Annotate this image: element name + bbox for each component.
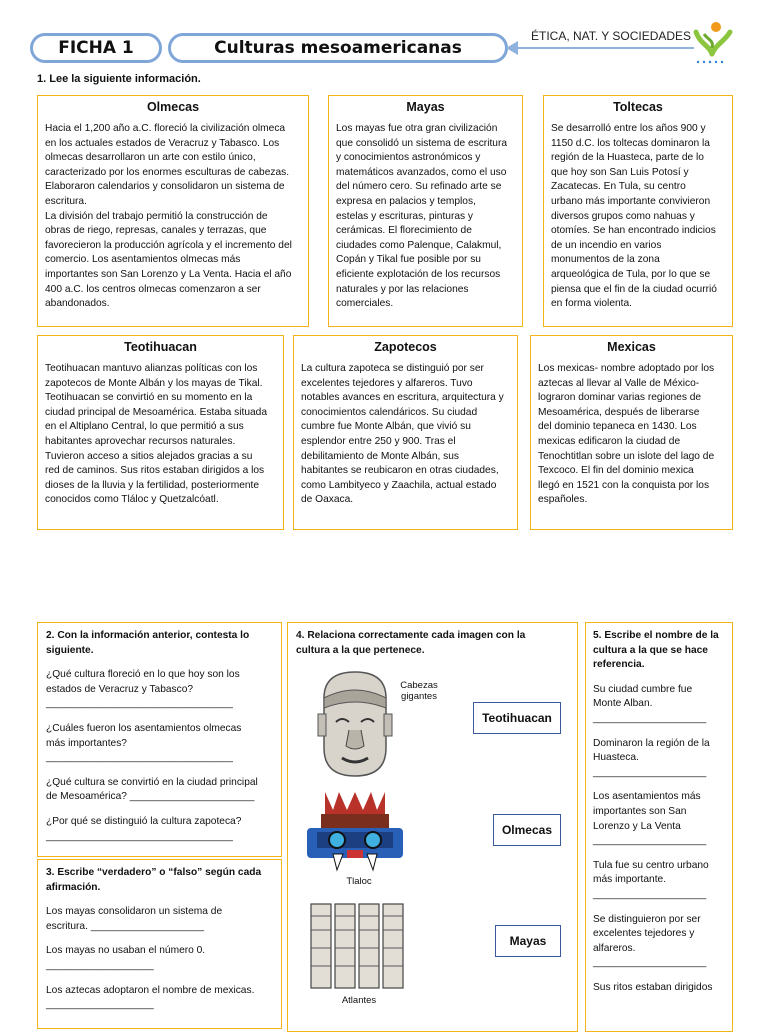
instruction: 1. Lee la siguiente información. [37, 73, 201, 85]
question-3-title: 3. Escribe “verdadero” o “falso” según cada afirmación. [46, 867, 262, 893]
subject-label: ÉTICA, NAT. Y SOCIEDADES [531, 29, 692, 43]
mexicas-text: Los mexicas- nombre adoptado por los aztecas al llevar al Valle de México- lograron dominar varias regiones de Mesoamérica, después de liberarse del dominio tepaneca en 1430. Los mexicas edificaron la ciudad de Tenochtitlan sobre un islote del lago de Texcoco. El fin del dominio mexica llegó en 1521 con la conquista por los españoles. [538, 363, 715, 506]
caption-tlaloc: Tlaloc [346, 876, 372, 887]
question-2-item[interactable]: ¿Por qué se distinguió la cultura zapoteca? _________________________________ [46, 815, 242, 842]
mayas-box [328, 95, 523, 327]
match-label-olmecas[interactable]: Olmecas [493, 814, 561, 846]
question-5-item[interactable]: Su ciudad cumbre fue Monte Alban. ____________________ [593, 683, 707, 724]
question-2-item[interactable]: ¿Cuáles fueron los asentamientos olmecas más importantes? _________________________________ [46, 722, 242, 764]
question-3-item[interactable]: Los mayas consolidaron un sistema de escritura. ____________________ [46, 906, 223, 932]
zapotecos-title: Zapotecos [374, 340, 437, 354]
question-2-box [37, 622, 282, 857]
question-2-item[interactable]: ¿Qué cultura se convirtió en la ciudad principal de Mesoamérica? ______________________ [46, 776, 258, 803]
teotihuacan-title: Teotihuacan [124, 340, 197, 354]
caption-atlantes: Atlantes [341, 995, 377, 1006]
arrow-left-icon [506, 41, 518, 55]
match-label-teotihuacan[interactable]: Teotihuacan [473, 702, 561, 734]
mexicas-title: Mexicas [607, 340, 656, 354]
question-5-title: 5. Escribe el nombre de la cultura a la que se hace referencia. [593, 630, 719, 671]
question-5-item[interactable]: Los asentamientos más importantes son San Lorenzo y La Venta ____________________ [593, 791, 707, 847]
question-3-box [37, 859, 282, 1029]
toltecas-text: Se desarrolló entre los años 900 y 1150 d.C. los toltecas dominaron la región de la Huasteca, parte de lo que hoy son San Luis Potosí y Zacatecas. En Tula, su centro urbano más importante convivieron diversos grupos como nahuas y otomíes. Se han encontrado indicios de un incendio en varios monumentos de la zona arqueológica de Tula, por lo que se piensa que el fin de la ciudad ocurrió en forma violenta. [551, 123, 717, 310]
mayas-title: Mayas [406, 100, 445, 114]
page-title: Culturas mesoamericanas [168, 33, 508, 63]
zapotecos-text: La cultura zapoteca se distinguió por ser excelentes tejedores y alfareros. Tuvo notables avances en escritura, arquitectura y conocimientos calendáricos. Su ciudad cumbre fue Monte Albán, que vivió su esplendor entre 250 y 900. Tras el debilitamiento de Monte Albán, sus habitantes se reubicaron en otras ciudades, como Lambityeco y Zaachila, actual estado de Oaxaca. [301, 363, 504, 506]
olmec-head-image [316, 668, 394, 780]
question-4-title: 4. Relaciona correctamente cada imagen con la cultura a la que pertenece. [296, 630, 526, 656]
question-5-item[interactable]: Se distinguieron por ser excelentes tejedores y alfareros. ____________________ [593, 913, 707, 969]
question-5-item[interactable]: Dominaron la región de la Huasteca. ____________________ [593, 737, 710, 778]
atlantes-image [307, 900, 407, 992]
tlaloc-image [303, 788, 407, 873]
olmecas-text: Hacia el 1,200 año a.C. floreció la civilización olmeca en los actuales estados de Veracruz y Tabasco. Los olmecas desarrollaron un arte con estilo único, caracterizado por los enormes esculturas de cabezas. Elaboraron calendarios y consolidaron un sistema de escritura. La división del trabajo permitió la construcción de obras de riego, represas, canales y terrazas, que favorecieron la producción agrícola y el incremento del comercio. Los asentamientos olmecas más importantes son San Lorenzo y La Venta. Hacia el año 400 a.C. los centros olmecas comenzaron a ser abandonados. [45, 123, 292, 310]
question-5-item[interactable]: Sus ritos estaban dirigidos [593, 981, 713, 993]
toltecas-title: Toltecas [613, 100, 663, 114]
toltecas-box [543, 95, 733, 327]
question-2-title: 2. Con la información anterior, contesta lo siguiente. [46, 630, 250, 656]
teotihuacan-text: Teotihuacan mantuvo alianzas políticas con los zapotecos de Monte Albán y los mayas de Tikal. Teotihuacan se convirtió en su momento en la ciudad principal de Mesoamérica. Estaba situada en el Altiplano Central, lo que permitió a sus habitantes aprovechar recursos naturales. Tuvieron acceso a sitios alejados gracias a su red de caminos. Sus ritos estaban dirigidos a los dioses de la lluvia y la fertilidad, posteriormente conocidos como Tláloc y Quetzalcóatl. [45, 363, 267, 506]
caption-cabezas: Cabezas gigantes [400, 680, 438, 702]
zapotecos-box [293, 335, 518, 530]
teotihuacan-box [37, 335, 284, 530]
header-line [508, 47, 694, 49]
question-3-item[interactable]: Los aztecas adoptaron el nombre de mexicas. ___________________ [46, 984, 255, 1011]
olmecas-title: Olmecas [146, 100, 200, 114]
ficha-label: FICHA 1 [30, 33, 162, 63]
logo-figure-icon [690, 20, 734, 64]
match-label-mayas[interactable]: Mayas [495, 925, 561, 957]
mayas-text: Los mayas fue otra gran civilización que consolidó un sistema de escritura y conocimientos astronómicos y matemáticos avanzados, como el uso del número cero. Su refinado arte se expresa en palacios y templos, estelas y escrituras, pinturas y cerámicas. El florecimiento de ciudades como Palenque, Calakmul, Copán y Tikal fue posible por su eficiente explotación de los recursos naturales y por las relaciones comerciales. [336, 123, 508, 310]
question-3-item[interactable]: Los mayas no usaban el número 0. ___________________ [46, 945, 206, 971]
question-5-box [585, 622, 733, 1032]
mexicas-box [530, 335, 733, 530]
olmecas-box [37, 95, 309, 327]
question-5-item[interactable]: Tula fue su centro urbano más importante. ____________________ [593, 859, 709, 900]
question-2-item[interactable]: ¿Qué cultura floreció en lo que hoy son los estados de Veracruz y Tabasco? _________________________________ [46, 669, 240, 710]
